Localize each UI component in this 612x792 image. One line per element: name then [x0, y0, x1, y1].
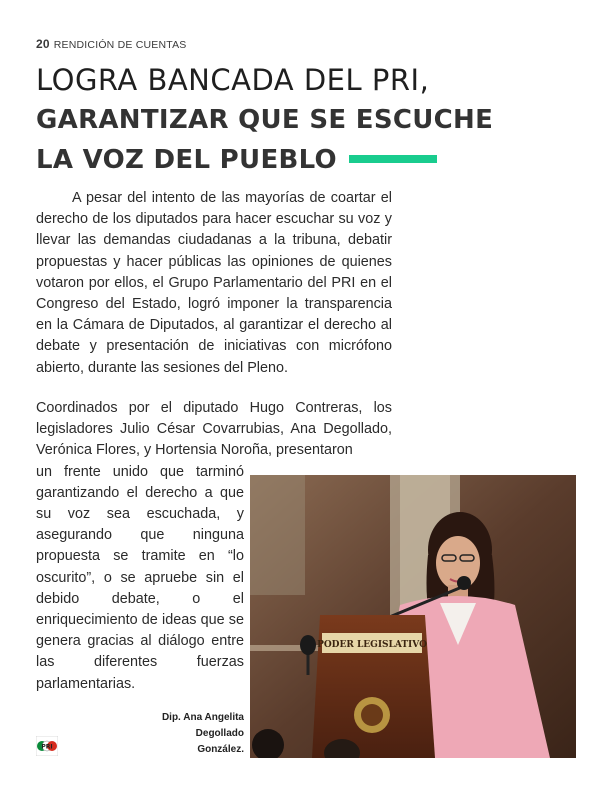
running-header — [36, 37, 186, 51]
speaker-photo — [250, 475, 576, 758]
pri-logo-text: PRI — [41, 743, 53, 751]
section-name: RENDICIÓN DE CUENTAS — [53, 39, 187, 51]
title-line-1: LOGRA BANCADA DEL PRI, — [36, 63, 430, 97]
caption-line-2: Degollado González. — [195, 728, 244, 755]
title-line-3: LA VOZ DEL PUEBLO — [36, 145, 337, 175]
caption-line-1: Dip. Ana Angelita — [161, 712, 244, 723]
title-line-3-wrap — [36, 140, 576, 180]
accent-bar — [349, 155, 437, 163]
photo-illustration — [250, 475, 576, 758]
paragraph-2-full: Coordinados por el diputado Hugo Contreras, los legisladores Julio César Covarrubias, Ana Degollado, Verónica Flores, y Hortensia Noroña, presentaron — [36, 400, 392, 459]
podium-sign: PODER LEGISLATIVO — [317, 640, 427, 650]
article-title — [36, 60, 576, 180]
paragraph-2-wrapped: un frente unido que tarminó garantizando el derecho a que su voz sea escuchada, y asegurando que ninguna propuesta se tramite en “lo oscurito”, o se apruebe sin el debido debate, o el enriquecimiento de ideas que se genera gracias al diálogo entre las diferentes fuerzas parlamentarias. — [36, 463, 244, 692]
paragraph-1: A pesar del intento de las mayorías de coartar el derecho de los diputados para hacer escuchar su voz y llevar las demandas ciudadanas a la tribuna, debatir propuestas y hacer públicas las opiniones de quienes votaron por ellos, el Grupo Parlamentario del PRI en el Congreso del Estado, logró imponer la transparencia en la Cámara de Diputados, al garantizar el derecho al debate y presentación de iniciativas con micrófono abierto, durante las sesiones del Pleno. — [36, 190, 392, 376]
pri-logo-icon — [36, 736, 58, 756]
page-number: 20 — [36, 37, 50, 51]
pri-logo — [36, 736, 58, 756]
title-line-2: GARANTIZAR QUE SE ESCUCHE — [36, 105, 494, 135]
photo-caption — [148, 710, 244, 758]
